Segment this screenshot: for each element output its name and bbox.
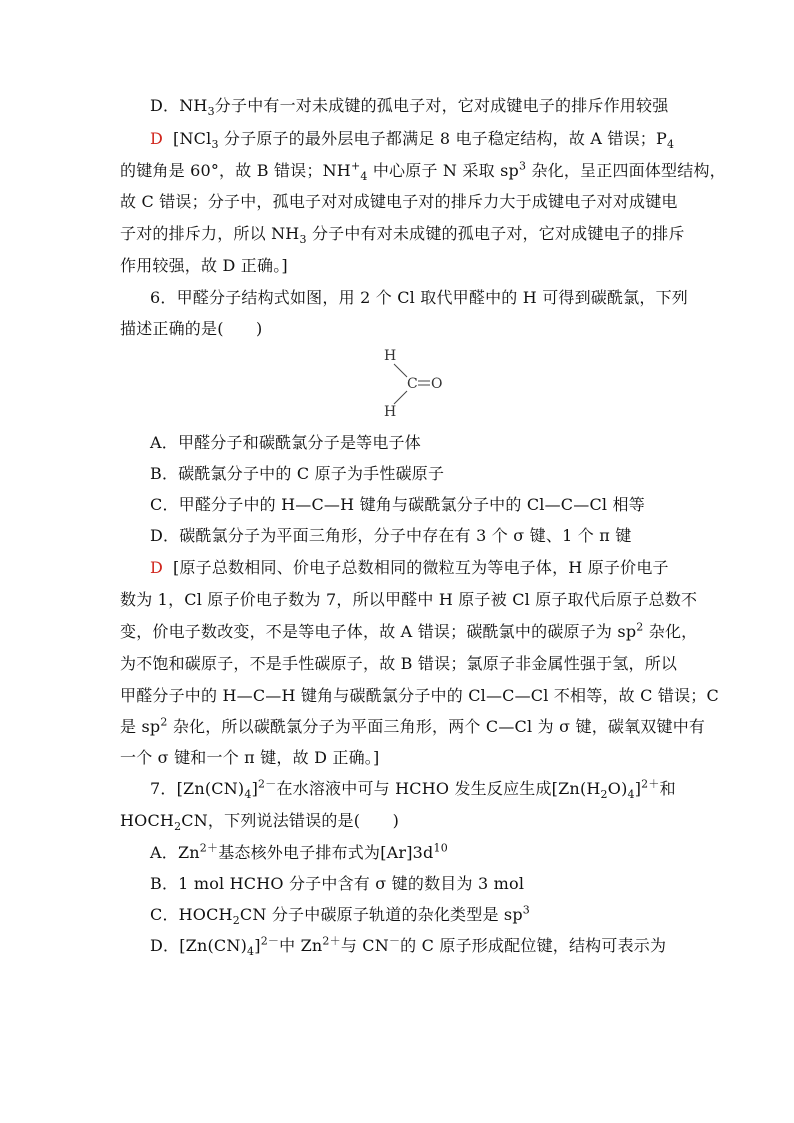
line-text: C．甲醛分子中的 H—C—H 键角与碳酰氯分子中的 Cl—C—Cl 相等 bbox=[150, 495, 645, 514]
answer-q6 bbox=[150, 558, 676, 578]
explanation-line bbox=[120, 686, 719, 706]
answer-q5 bbox=[150, 129, 676, 152]
atom-o: O bbox=[431, 376, 443, 392]
formaldehyde-structure-diagram bbox=[378, 344, 450, 420]
line-text: C．$HOCH_2CN$ 分子中碳原子轨道的杂化类型是 $sp^3$ bbox=[150, 903, 530, 928]
bond-c-h-top bbox=[394, 364, 407, 377]
option-d-q7 bbox=[150, 934, 676, 959]
line-text: 子对的排斥力，所以 $NH_3$ 分子中有对未成键的孤电子对，它对成键电子的排斥 bbox=[120, 224, 685, 247]
bond-c-h-bottom bbox=[394, 391, 407, 404]
answer-label: D bbox=[150, 129, 164, 148]
option-b-q6 bbox=[150, 464, 676, 484]
line-text: 7．$[Zn(CN)_4]^{2-}$在水溶液中可与 HCHO 发生反应生成$[Zn(H_2O)_4]^{2+}$和 bbox=[150, 777, 676, 802]
explanation-line bbox=[120, 224, 685, 247]
line-text: A．$Zn^{2+}$基态核外电子排布式为$[Ar]3d^{10}$ bbox=[150, 841, 448, 862]
explanation-line bbox=[120, 654, 676, 674]
option-b-q7 bbox=[150, 874, 676, 894]
line-text: B．碳酰氯分子中的 C 原子为手性碳原子 bbox=[150, 464, 445, 483]
line-text: D．$[Zn(CN)_4]^{2-}$中 $Zn^{2+}$与 CN－的 C 原子形成配位键，结构可表示为 bbox=[150, 934, 667, 959]
question-6-stem bbox=[150, 288, 688, 308]
explanation-line bbox=[120, 159, 726, 184]
line-text: A．甲醛分子和碳酰氯分子是等电子体 bbox=[150, 433, 421, 452]
line-text: 为不饱和碳原子，不是手性碳原子，故 B 错误；氯原子非金属性强于氢，所以 bbox=[120, 654, 678, 673]
line-text: 作用较强，故 D 正确。] bbox=[120, 256, 288, 275]
option-c-q7 bbox=[150, 903, 676, 928]
line-text: 6．甲醛分子结构式如图，用 2 个 Cl 取代甲醛中的 H 可得到碳酰氯，下列 bbox=[150, 288, 688, 307]
line-text: 一个 σ 键和一个 π 键，故 D 正确。] bbox=[120, 748, 380, 767]
option-d-q6 bbox=[150, 526, 676, 546]
line-text: 的键角是 60°，故 B 错误；$NH^+_4$ 中心原子 N 采取 $sp^3$ 杂化，呈正四面体型结构， bbox=[120, 159, 726, 184]
line-text: 甲醛分子中的 H—C—H 键角与碳酰氯分子中的 Cl—C—Cl 不相等，故 C 错误；C bbox=[120, 686, 719, 705]
line-text: D．碳酰氯分子为平面三角形，分子中存在有 3 个 σ 键、1 个 π 键 bbox=[150, 526, 632, 545]
line-text: B．1 mol HCHO 分子中含有 σ 键的数目为 3 mol bbox=[150, 874, 525, 893]
line-text: $HOCH_2CN$，下列说法错误的是( ) bbox=[120, 811, 400, 834]
explanation-line bbox=[120, 620, 698, 642]
option-d-q5 bbox=[150, 96, 676, 119]
option-a-q7 bbox=[150, 843, 676, 863]
option-c-q6 bbox=[150, 495, 676, 515]
explanation-line bbox=[120, 748, 676, 768]
explanation-line bbox=[120, 590, 698, 610]
question-7-stem bbox=[120, 811, 676, 834]
atom-c: C bbox=[407, 376, 418, 392]
line-text: 变，价电子数改变，不是等电子体，故 A 错误；碳酰氯中的碳原子为 $sp^2$ 杂化， bbox=[120, 620, 698, 641]
option-a-q6 bbox=[150, 433, 676, 453]
explanation-line bbox=[120, 256, 676, 276]
line-text: [原子总数相同、价电子总数相同的微粒互为等电子体，H 原子价电子 bbox=[173, 558, 669, 577]
line-text: D．$NH_3$分子中有一对未成键的孤电子对，它对成键电子的排斥作用较强 bbox=[150, 96, 669, 119]
line-text: [NCl$_3$ 分子原子的最外层电子都满足 8 电子稳定结构，故 A 错误；$P_4$ bbox=[173, 129, 675, 152]
line-text: 数为 1，Cl 原子价电子数为 7，所以甲醛中 H 原子被 Cl 原子取代后原子总数不 bbox=[120, 590, 698, 609]
atom-h-bottom: H bbox=[384, 404, 397, 420]
line-text: 描述正确的是( ) bbox=[120, 319, 263, 338]
answer-label: D bbox=[150, 558, 164, 577]
line-text: 故 C 错误；分子中，孤电子对对成键电子对的排斥力大于成键电子对对成键电 bbox=[120, 192, 678, 211]
question-6-stem bbox=[120, 319, 676, 339]
explanation-line bbox=[120, 715, 706, 737]
atom-h-top: H bbox=[384, 348, 397, 364]
explanation-line bbox=[120, 192, 676, 212]
question-7-stem bbox=[150, 777, 676, 802]
line-text: 是 $sp^2$ 杂化，所以碳酰氯分子为平面三角形，两个 C—Cl 为 σ 键，碳氧双键中有 bbox=[120, 715, 706, 736]
